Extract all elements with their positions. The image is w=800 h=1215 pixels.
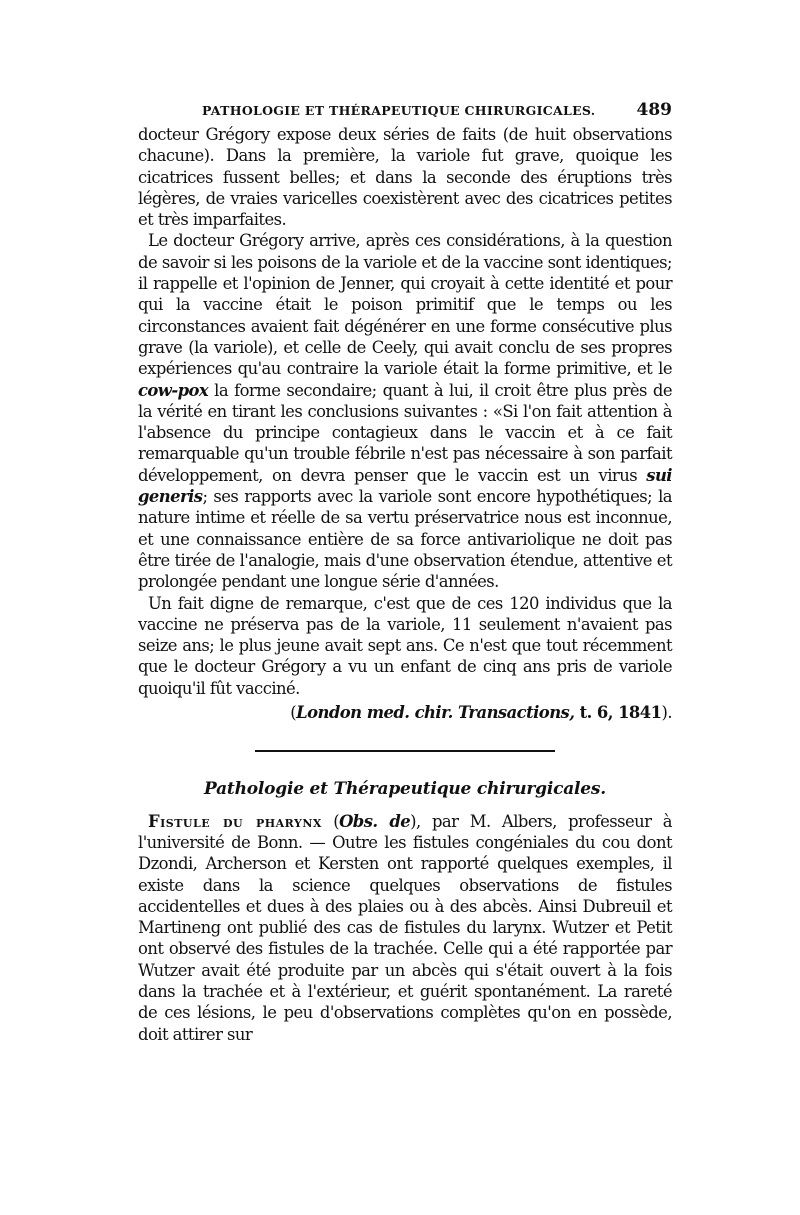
citation-details: t. 6, 1841	[574, 703, 662, 723]
article-heading: Fistule du pharynx	[148, 811, 322, 831]
paragraph-text: ; ses rapports avec la variole sont encore hypothétiques; la nature intime et réelle de sa vertu préservatrice nous est inconnue, et une connaissance entière de sa force antivariolique ne doit pas être tirée de l'analogie, mais d'une observation étendue, attentive et prolongée pendant une longue série d'années.	[138, 487, 672, 592]
body-text	[138, 124, 672, 1045]
citation-close: ).	[661, 703, 672, 723]
citation	[138, 702, 672, 723]
section-divider	[255, 750, 555, 752]
page-number: 489	[636, 100, 672, 120]
term-cow-pox: cow-pox	[138, 380, 209, 400]
paragraph-text: ), par M. Albers, professeur à l'université de Bonn. — Outre les fistules congéniales du cou dont Dzondi, Archerson et Kersten ont rapporté quelques exemples, il existe dans la science quelques observations de fistules accidentelles et dues à des plaies ou à des abcès. Ainsi Dubreuil et Martineng ont publié des cas de fistules du larynx. Wutzer et Petit ont observé des fistules de la trachée. Celle qui a été rapportée par Wutzer avait été produite par un abcès qui s'était ouvert à la fois dans la trachée et à l'extérieur, et guérit spontanément. La rareté de ces lésions, le peu d'observations complètes qu'on en possède, doit attirer sur	[138, 811, 672, 1044]
section-title: Pathologie et Thérapeutique chirurgicales.	[203, 779, 607, 800]
citation-source: London med. chir. Transactions,	[296, 703, 575, 723]
paragraph-pharynx-fistula	[138, 811, 672, 1045]
paragraph-text: la forme secondaire; quant à lui, il croit être plus près de la vérité en tirant les conclusions suivantes : «Si l'on fait attention à l'absence du principe contagieux dans le vaccin et à ce fait remarquable qu'un trouble fébrile n'est pas nécessaire à son parfait développement, on devra penser que le vaccin est un virus	[138, 380, 672, 485]
term-sui-generis: sui generis	[138, 465, 672, 507]
paragraph-remark: Un fait digne de remarque, c'est que de ces 120 individus que la vaccine ne préserva pas de la variole, 11 seulement n'avaient pas seize ans; le plus jeune avait sept ans. Ce n'est que tout récemment que le docteur Grégory a vu un enfant de cinq ans pris de variole quoiqu'il fût vacciné.	[138, 593, 672, 698]
paragraph-identity-question	[138, 230, 672, 592]
paragraph-text: Le docteur Grégory arrive, après ces considérations, à la question de savoir si les poisons de la variole et de la vaccine sont identiques; il rappelle et l'opinion de Jenner, qui croyait à cette identité et pour qui la vaccine était le poison primitif que le temps ou les circonstances avaient fait dégénérer en une forme consécutive plus grave (la variole), et celle de Ceely, qui avait conclu de ses propres expériences qu'au contraire la variole était la forme primitive, et le	[138, 231, 672, 379]
book-page	[138, 100, 672, 1045]
running-title: PATHOLOGIE ET THÉRAPEUTIQUE CHIRURGICALES.	[202, 103, 596, 118]
obs-label: Obs. de	[339, 811, 411, 831]
paragraph-gregory-series: docteur Grégory expose deux séries de faits (de huit observations chacune). Dans la première, la variole fut grave, quoique les cicatrices fussent belles; et dans la seconde des éruptions très légères, de vraies varicelles coexistèrent avec des cicatrices petites et très imparfaites.	[138, 125, 672, 230]
running-header	[202, 100, 672, 124]
citation-open: (	[290, 703, 297, 723]
paragraph-text: (	[321, 811, 340, 831]
